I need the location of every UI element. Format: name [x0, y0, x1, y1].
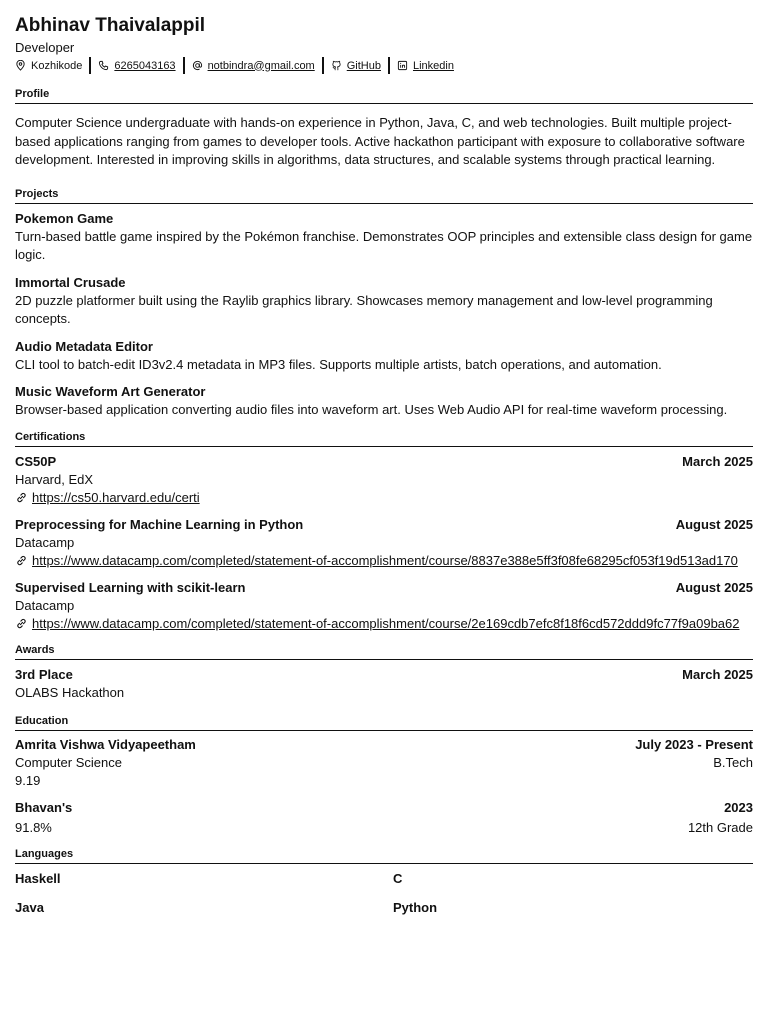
section-heading: Languages: [15, 847, 753, 864]
award-date: March 2025: [682, 666, 753, 682]
certification-date: August 2025: [675, 516, 753, 532]
project-item: [15, 383, 753, 420]
certification-link[interactable]: https://www.datacamp.com/completed/statement-of-accomplishment/course/8837e388e5ff3f08fe68295cf053f19d513ad170: [32, 552, 738, 568]
at-sign-icon: [192, 60, 203, 71]
github-link[interactable]: GitHub: [346, 59, 381, 72]
github-icon: [331, 60, 342, 71]
project-description: CLI tool to batch-edit ID3v2.4 metadata in MP3 files. Supports multiple artists, batch operations, and automation.: [15, 356, 662, 372]
profile-summary: Computer Science undergraduate with hands-on experience in Python, Java, C, and web technologies. Built multiple project-based applications ranging from games to developer tools. Active hackathon participant with exposure to collaborative software development. Interested in improving skills in algorithms, data structures, and scalable systems through practical learning.: [15, 115, 745, 167]
project-description: Browser-based application converting audio files into waveform art. Uses Web Audio API for real-time waveform processing.: [15, 402, 728, 417]
email-link[interactable]: notbindra@gmail.com: [207, 59, 315, 72]
contact-divider: [388, 57, 390, 74]
language-item: Java: [15, 899, 44, 915]
certification-issuer: Datacamp: [15, 597, 75, 613]
person-name: Abhinav Thaivalappil: [15, 15, 206, 36]
award-title: 3rd Place: [15, 666, 73, 682]
contact-linkedin: [397, 58, 454, 74]
contact-github: [331, 58, 381, 74]
section-heading: Certifications: [15, 430, 753, 447]
certification-title: Preprocessing for Machine Learning in Python: [15, 516, 304, 532]
awards-section: [15, 643, 753, 702]
certification-issuer: Harvard, EdX: [15, 471, 94, 487]
contact-bar: [15, 57, 753, 74]
certification-issuer: Datacamp: [15, 534, 75, 550]
section-heading: Profile: [15, 87, 753, 104]
education-date: July 2023 - Present: [635, 736, 753, 752]
section-heading: Projects: [15, 187, 753, 204]
link-icon: [15, 554, 28, 567]
school-name: Amrita Vishwa Vidyapeetham: [15, 736, 196, 752]
contact-divider: [89, 57, 91, 74]
linkedin-link[interactable]: Linkedin: [412, 59, 454, 72]
phone-icon: [98, 60, 109, 71]
certification-title: Supervised Learning with scikit-learn: [15, 579, 246, 595]
map-pin-icon: [15, 60, 26, 71]
certifications-section: [15, 430, 753, 633]
project-description: Turn-based battle game inspired by the Pokémon franchise. Demonstrates OOP principles and extensible class design for game logic.: [15, 228, 753, 262]
languages-section: [15, 847, 753, 917]
education-field: Computer Science: [15, 754, 122, 770]
certification-item: [15, 453, 753, 507]
section-heading: Education: [15, 714, 753, 731]
linkedin-icon: [397, 60, 408, 71]
education-degree: 12th Grade: [687, 819, 753, 835]
award-event: OLABS Hackathon: [15, 684, 125, 700]
award-item: [15, 666, 753, 702]
person-role: Developer: [15, 40, 75, 55]
certification-date: August 2025: [675, 579, 753, 595]
project-description: 2D puzzle platformer built using the Raylib graphics library. Showcases memory management and low-level programming concepts.: [15, 292, 713, 326]
education-degree: B.Tech: [713, 754, 753, 770]
contact-divider: [322, 57, 324, 74]
certification-link[interactable]: https://cs50.harvard.edu/certi: [32, 489, 200, 505]
language-item: C: [393, 870, 403, 886]
project-title: Immortal Crusade: [15, 274, 126, 290]
education-section: [15, 714, 753, 837]
project-item: [15, 338, 753, 375]
contact-divider: [183, 57, 185, 74]
profile-section: [15, 87, 753, 170]
contact-phone: [98, 58, 175, 74]
education-score: 9.19: [15, 772, 41, 788]
project-item: [15, 274, 753, 329]
education-item: [15, 735, 753, 790]
project-title: Pokemon Game: [15, 210, 114, 226]
certification-item: [15, 516, 753, 570]
projects-section: [15, 187, 753, 420]
certification-title: CS50P: [15, 453, 57, 469]
education-item: [15, 799, 753, 837]
school-name: Bhavan's: [15, 799, 73, 815]
location-text: Kozhikode: [31, 59, 83, 72]
language-item: Haskell: [15, 870, 61, 886]
project-item: [15, 210, 753, 265]
language-item: Python: [393, 899, 438, 915]
project-title: Music Waveform Art Generator: [15, 384, 206, 399]
link-icon: [15, 491, 28, 504]
project-title: Audio Metadata Editor: [15, 338, 153, 354]
language-list: [15, 870, 753, 917]
certification-item: [15, 579, 753, 633]
link-icon: [15, 617, 28, 630]
certification-date: March 2025: [682, 453, 753, 469]
phone-link[interactable]: 6265043163: [114, 59, 176, 72]
contact-location: [15, 58, 82, 74]
certification-link[interactable]: https://www.datacamp.com/completed/statement-of-accomplishment/course/2e169cdb7efc8f18f6cd572ddd9fc77f9a09ba62: [32, 615, 740, 631]
education-date: 2023: [724, 799, 753, 815]
contact-email: [192, 58, 315, 74]
section-heading: Awards: [15, 643, 753, 660]
education-score: 91.8%: [15, 819, 52, 835]
